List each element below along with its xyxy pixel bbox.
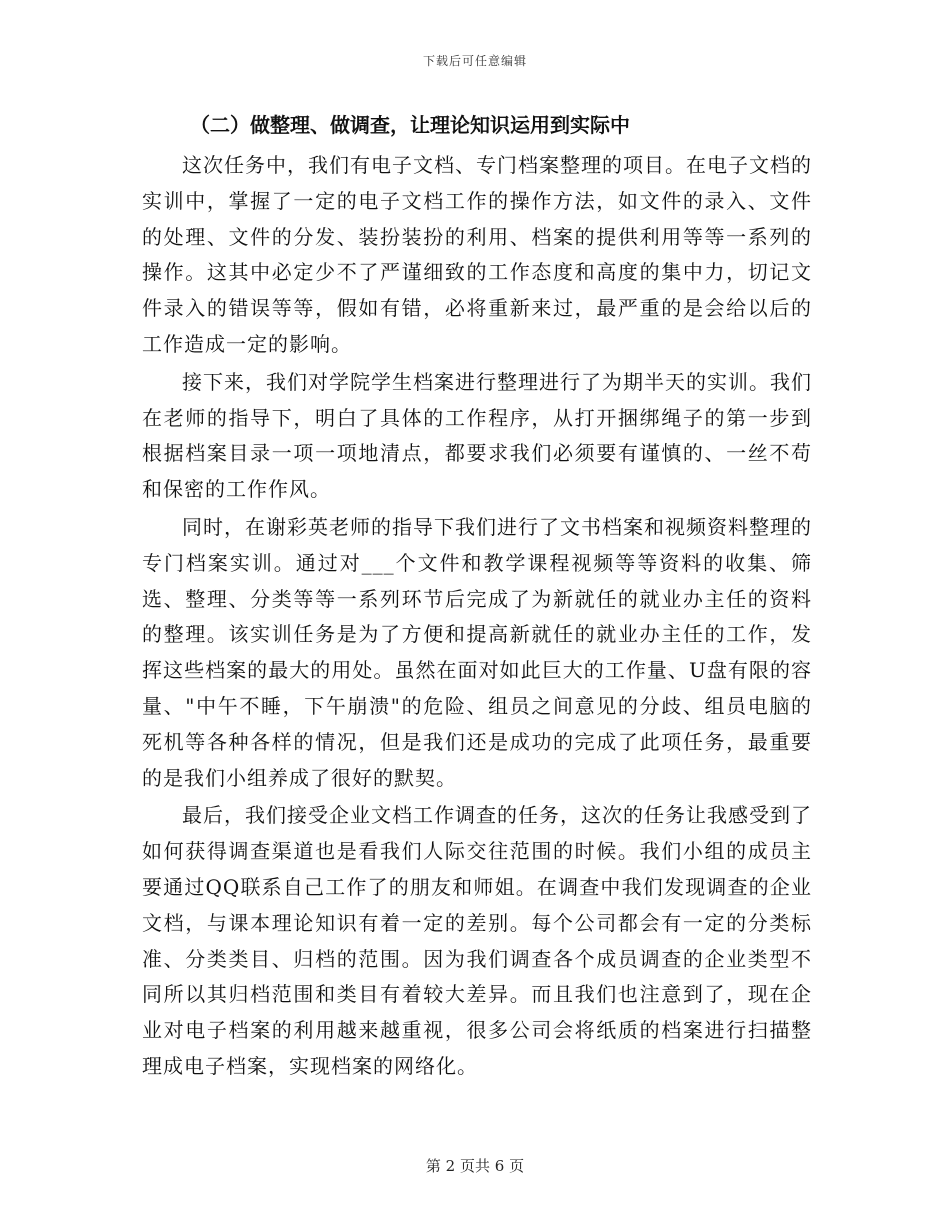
section-heading: （二）做整理、做调查，让理论知识运用到实际中 bbox=[190, 113, 630, 137]
paragraph-special-archives: 同时，在谢彩英老师的指导下我们进行了文书档案和视频资料整理的专门档案实训。通过对___个文件和教学课程视频等等资料的收集、筛选、整理、分类等等一系列环节后完成了为新就任的就业办主任的资料的整理。该实训任务是为了方便和提高新就任的就业办主任的工作，发挥这些档案的最大的用处。虽然在面对如此巨大的工作量、U盘有限的容量、"中午不睡，下午崩溃"的危险、组员之间意见的分歧、组员电脑的死机等各种各样的情况，但是我们还是成功的完成了此项任务，最重要的是我们小组养成了很好的默契。 bbox=[142, 514, 812, 790]
paragraph-enterprise-survey: 最后，我们接受企业文档工作调查的任务，这次的任务让我感受到了如何获得调查渠道也是看我们人际交往范围的时候。我们小组的成员主要通过QQ联系自己工作了的朋友和师姐。在调查中我们发现调查的企业文档，与课本理论知识有着一定的差别。每个公司都会有一定的分类标准、分类类目、归档的范围。因为我们调查各个成员调查的企业类型不同所以其归档范围和类目有着较大差异。而且我们也注意到了，现在企业对电子档案的利用越来越重视，很多公司会将纸质的档案进行扫描整理成电子档案，实现档案的网络化。 bbox=[142, 803, 812, 1078]
page-footer: 第 2 页共 6 页 bbox=[425, 1157, 525, 1175]
page-header: 下载后可任意编辑 bbox=[422, 54, 527, 68]
paragraph-electronic-documents: 这次任务中，我们有电子文档、专门档案整理的项目。在电子文档的实训中，掌握了一定的电子文档工作的操作方法，如文件的录入、文件的处理、文件的分发、装扮装扮的利用、档案的提供利用等等一系列的操作。这其中必定少不了严谨细致的工作态度和高度的集中力，切记文件录入的错误等等，假如有错，必将重新来过，最严重的是会给以后的工作造成一定的影响。 bbox=[142, 153, 812, 356]
document-body bbox=[142, 108, 812, 1087]
paragraph-student-archives: 接下来，我们对学院学生档案进行整理进行了为期半天的实训。我们在老师的指导下，明白了具体的工作程序，从打开捆绑绳子的第一步到根据档案目录一项一项地清点，都要求我们必须要有谨慎的、一丝不苟和保密的工作作风。 bbox=[142, 369, 812, 502]
